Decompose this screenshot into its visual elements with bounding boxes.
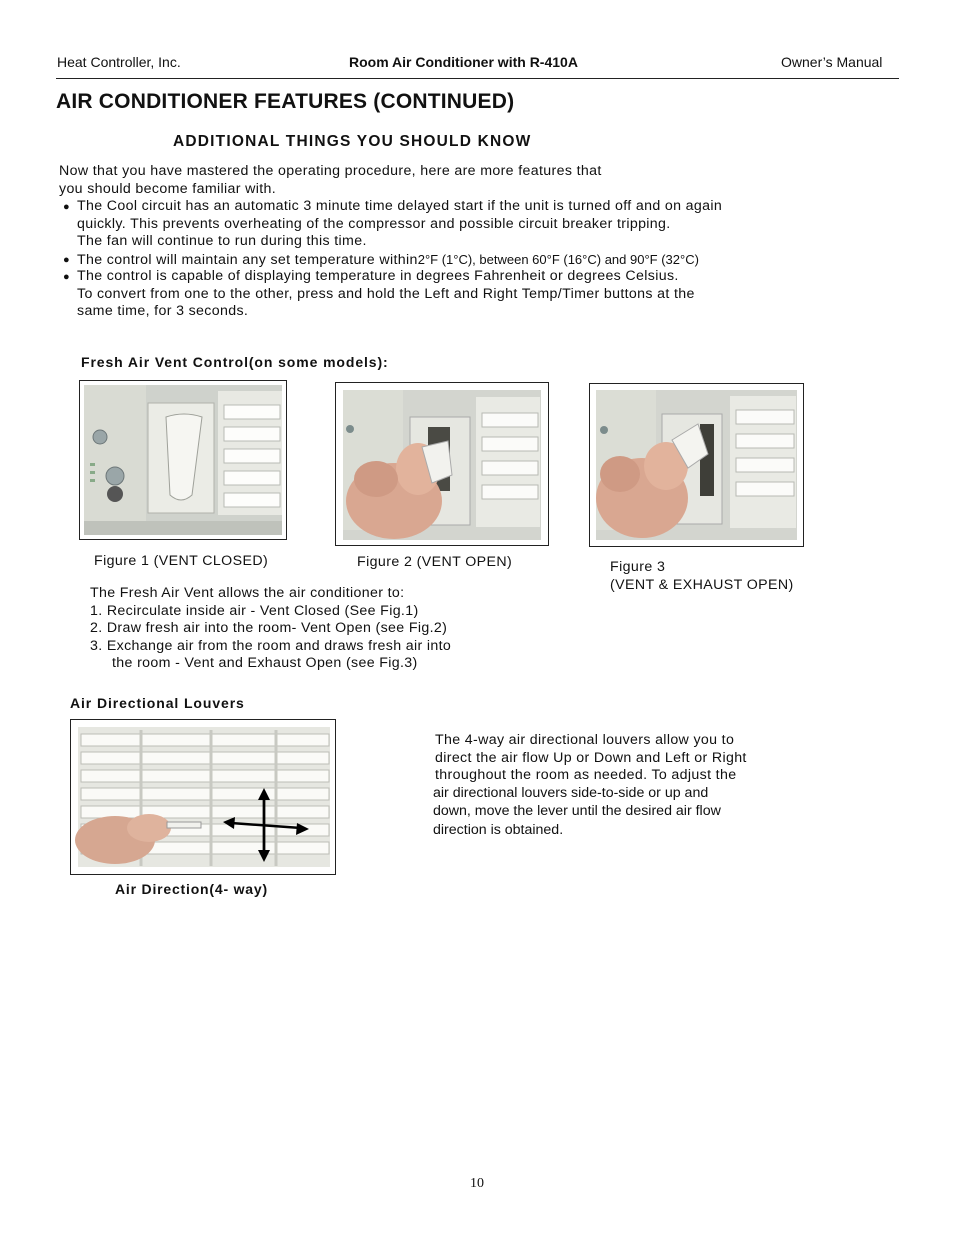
louvers-caption: Air Direction(4- way) (115, 881, 268, 897)
vent-open-illustration (336, 383, 548, 545)
figure-2-caption: Figure 2 (VENT OPEN) (357, 554, 513, 570)
page-title: AIR CONDITIONER FEATURES (CONTINUED) (56, 90, 515, 113)
bullet-item-cool-delay: ● The Cool circuit has an automatic 3 minute time delayed start if the unit is turned off and on again quickly. This prevents overheating of the compressor and possible circuit breaker tripping. The fan will continue to run during this time. (63, 198, 723, 250)
louvers-heading: Air Directional Louvers (70, 695, 245, 711)
louvers-description: The 4-way air directional louvers allow you to direct the air flow Up or Down and Left or Right throughout the room as needed. To adjust the (435, 732, 747, 784)
page-number: 10 (470, 1176, 484, 1191)
bullet-item-units: ● The control is capable of displaying temperature in degrees Fahrenheit or degrees Celsius. To convert from one to the other, press and hold the Left and Right Temp/Timer buttons at the same time, for 3 seconds. (63, 268, 695, 320)
figure-1-caption: Figure 1 (VENT CLOSED) (94, 553, 269, 569)
bullet-dot-icon: ● (63, 254, 70, 266)
header-manual: Owner’s Manual (781, 54, 883, 70)
figure-2-vent-open (335, 382, 549, 546)
figure-3-caption: Figure 3 (VENT & EXHAUST OPEN) (610, 559, 794, 593)
louvers-description-continued: air directional louvers side-to-side or up and down, move the lever until the desired air flow direction is obtained. (433, 785, 721, 838)
fresh-air-heading: Fresh Air Vent Control(on some models): (81, 354, 389, 370)
header-product: Room Air Conditioner with R-410A (349, 54, 578, 70)
vent-exhaust-open-illustration (590, 384, 803, 546)
intro-paragraph: Now that you have mastered the operating procedure, here are more features that you should become familiar with. (59, 163, 602, 197)
bullet-dot-icon: ● (63, 271, 70, 283)
header-company: Heat Controller, Inc. (57, 54, 181, 70)
section-heading: ADDITIONAL THINGS YOU SHOULD KNOW (173, 133, 532, 150)
figure-3-vent-exhaust-open (589, 383, 804, 547)
fresh-air-description: The Fresh Air Vent allows the air conditioner to: 1. Recirculate inside air - Vent Closed (See Fig.1) 2. Draw fresh air into the room- Vent Open (see Fig.2) 3. Exchange air from the room and draws fresh air into the room - Vent and Exhaust Open (see Fig.3) (90, 585, 452, 672)
louvers-illustration (71, 720, 335, 874)
figure-1-vent-closed (79, 380, 287, 540)
louvers-figure (70, 719, 336, 875)
vent-closed-illustration (80, 381, 286, 539)
bullet-item-temperature: ● The control will maintain any set temperature within2°F (1°C), between 60°F (16°C) and 90°F (32°C) (63, 252, 699, 268)
header-rule (56, 78, 899, 79)
bullet-dot-icon: ● (63, 201, 70, 213)
